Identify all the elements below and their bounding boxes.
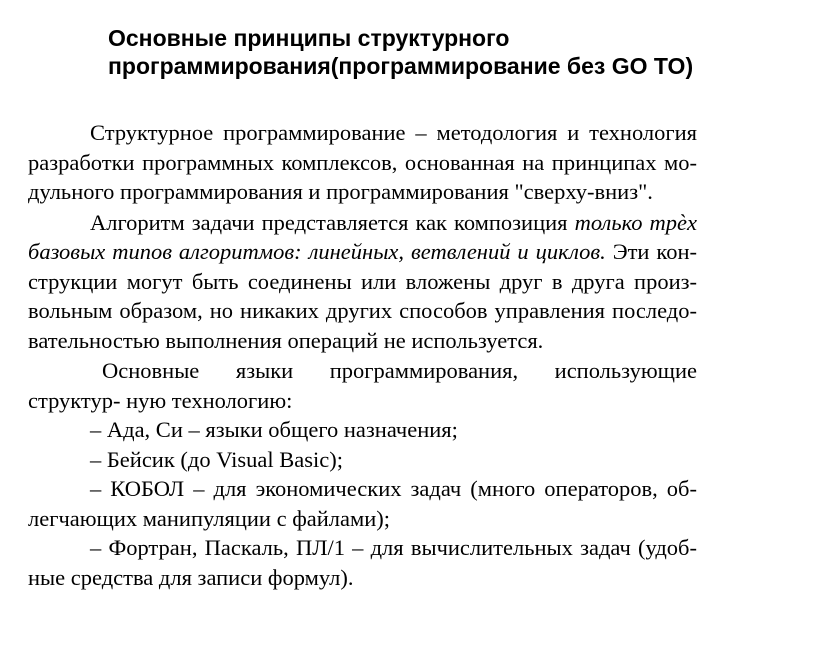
list-item-basic: – Бейсик (до Visual Basic); [90,446,343,472]
paragraph-algorithm [28,208,697,356]
paragraph-definition: Структурное программирование – методология и технология разработки программных комплексов, основанная на принципах мо- дульного программирования и программирования "сверху-вниз". [28,120,697,204]
list-item-ada: – Ада, Си – языки общего назначения; [90,417,458,442]
paragraph-algorithm-start: Алгоритм задачи представляется как композиция [90,209,575,235]
paragraph-languages: Основные языки программирования, использующие структур- ную технологию: [28,358,697,413]
slide-body [28,118,697,592]
list-item-fortran: – Фортран, Паскаль, ПЛ/1 – для вычислительных задач (удоб- ные средства для записи формул). [28,535,697,590]
list-item-cobol: – КОБОЛ – для экономических задач (много операторов, об- легчающих манипуляции с файлами); [28,476,697,531]
paragraph-algorithm-italic: только трѐх базовых типов алгоритмов: линейных, ветвлений и циклов. [28,209,697,264]
slide-title: Основные принципы структурного программирования(программирование без GO TO) [108,25,694,79]
paragraph-algorithm-end: Эти кон- струкции могут быть соединены или вложены друг в друга произ- вольным образом, но никаких других способов управления последо- вательностью выполнения операций не используется. [28,239,697,353]
